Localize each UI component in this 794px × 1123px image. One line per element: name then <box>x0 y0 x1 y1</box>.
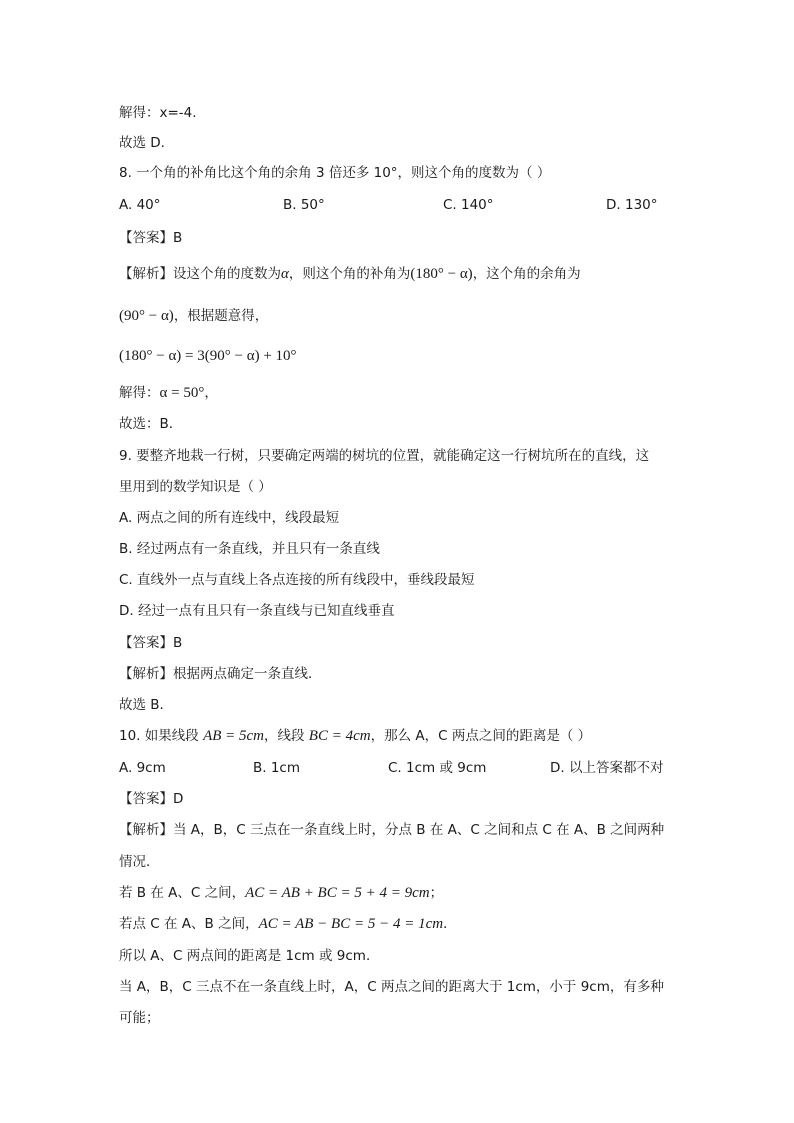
q8-option-b: B. 50° <box>283 197 325 213</box>
q10-case-2: 若点 C 在 A、B 之间，AC = AB − BC = 5 − 4 = 1cm． <box>119 916 457 932</box>
q8-choice: 故选：B． <box>119 416 183 432</box>
q9-option-a: A. 两点之间的所有连线中，线段最短 <box>119 510 340 526</box>
q10-option-a: A. 9cm <box>119 760 166 776</box>
q9-choice: 故选 B． <box>119 697 174 713</box>
q8-equation: (180° − α) = 3(90° − α) + 10° <box>119 348 297 364</box>
q9-option-c: C. 直线外一点与直线上各点连接的所有线段中，垂线段最短 <box>119 572 475 588</box>
q10-case-1: 若 B 在 A、C 之间，AC = AB + BC = 5 + 4 = 9cm； <box>119 885 444 901</box>
q8-option-c: C. 140° <box>443 197 494 213</box>
question-10: 10. 如果线段 AB = 5cm，线段 BC = 4cm，那么 A，C 两点之间的距离是（ ） <box>119 728 592 744</box>
q10-option-d: D. 以上答案都不对 <box>550 760 664 776</box>
q10-explanation-7: 可能； <box>119 1010 160 1026</box>
q9-option-b: B. 经过两点有一条直线，并且只有一条直线 <box>119 541 380 557</box>
q8-solution: 解得：α = 50°， <box>119 385 218 401</box>
question-9-line-1: 9. 要整齐地栽一行树，只要确定两端的树坑的位置，就能确定这一行树坑所在的直线，这 <box>119 448 650 464</box>
choice-line: 故选 D. <box>119 135 165 151</box>
q10-explanation-6: 当 A，B，C 三点不在一条直线上时，A，C 两点之间的距离大于 1cm，小于 9cm，有多种 <box>119 979 664 995</box>
q9-option-d: D. 经过一点有且只有一条直线与已知直线垂直 <box>119 603 395 619</box>
q10-answer: 【答案】D <box>119 791 184 807</box>
q10-conclusion: 所以 A、C 两点间的距离是 1cm 或 9cm． <box>119 948 380 964</box>
q8-explanation-2: (90° − α)，根据题意得， <box>119 308 269 324</box>
question-9-line-2: 里用到的数学知识是（ ） <box>119 479 272 495</box>
q10-option-c: C. 1cm 或 9cm <box>388 760 487 776</box>
q10-option-b: B. 1cm <box>253 760 301 776</box>
solution-line: 解得：x=-4. <box>119 105 197 121</box>
q10-explanation-2: 情况． <box>119 854 160 870</box>
q10-explanation-1: 【解析】当 A，B，C 三点在一条直线上时，分点 B 在 A、C 之间和点 C 在 A、B 之间两种 <box>119 822 665 838</box>
question-8: 8. 一个角的补角比这个角的余角 3 倍还多 10°，则这个角的度数为（ ） <box>119 165 551 181</box>
q8-explanation-1: 【解析】设这个角的度数为α，则这个角的补角为(180° − α)，这个角的余角为 <box>119 266 581 282</box>
q8-option-a: A. 40° <box>119 197 161 213</box>
q8-answer: 【答案】B <box>119 230 183 246</box>
q9-explanation: 【解析】根据两点确定一条直线． <box>119 666 322 682</box>
q8-option-d: D. 130° <box>606 197 658 213</box>
q9-answer: 【答案】B <box>119 635 183 651</box>
